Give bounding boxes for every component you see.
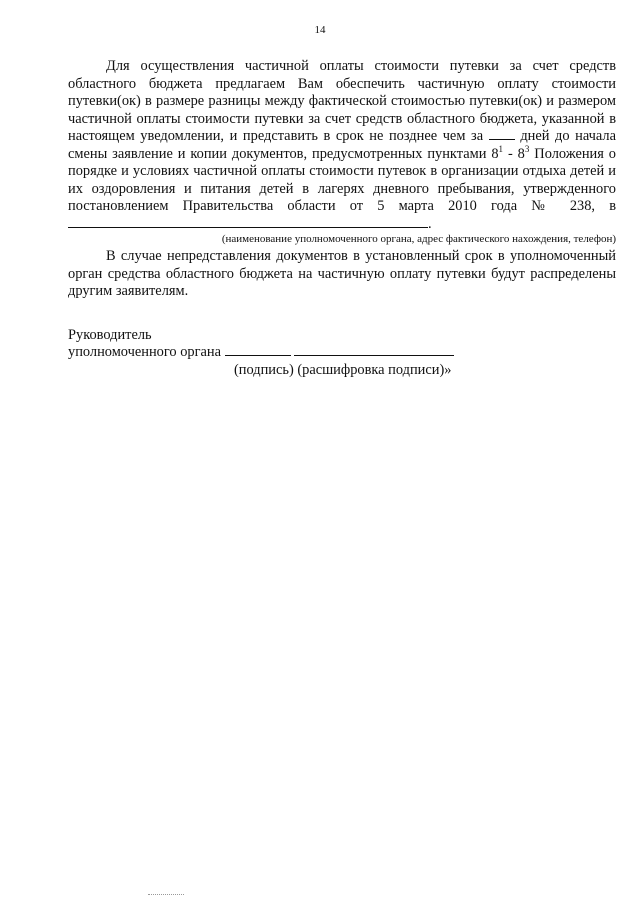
paragraph-text-d: Положения о порядке и условиях частичной оплаты стоимости путевок в организации отдыха детей и их оздоровления и питания детей в лагерях дневного пребывания, утвержденного постановлением Правительства области от 5 марта 2010 года № 238, в [68, 145, 616, 214]
signature-caption: (подпись) (расшифровка подписи)» [234, 361, 452, 378]
days-blank [489, 128, 515, 140]
paragraph-distribution: В случае непредставления документов в установленный срок в уполномоченный орган средства областного бюджета на частичную оплату путевки будут распределены другим заявителям. [68, 248, 616, 299]
document-body [68, 58, 616, 379]
signature-title: Руководитель [68, 326, 152, 343]
signature-organ-label: уполномоченного органа [68, 344, 221, 360]
superscript-1: 1 [498, 143, 504, 154]
paragraph-text-end: . [428, 215, 432, 232]
scan-mark [148, 893, 184, 895]
paragraph-text-a: Для осуществления частичной оплаты стоимости путевки за счет средств областного бюджета предлагаем Вам обеспечить частичную оплату стоимости путевки(ок) в размере разницы между фактической стоимостью путевки(ок) и размером частичной оплаты стоимости путевки за счет средств областного бюджета, указанной в настоящем уведомлении, и представить в срок не позднее чем за [68, 58, 616, 144]
superscript-3: 3 [524, 143, 530, 154]
signature-decoding-blank [294, 344, 454, 356]
organ-note: (наименование уполномоченного органа, адрес фактического нахождения, телефон) [221, 233, 616, 245]
signature-block [68, 327, 616, 380]
signature-blank [225, 344, 291, 356]
paragraph-deadline [68, 58, 616, 233]
page-number: 14 [314, 24, 326, 36]
paragraph-text-c: - 8 [503, 145, 525, 162]
signature-organ-line [68, 344, 616, 362]
organ-blank [68, 216, 428, 228]
paragraph-text-b: дней до начала смены заявление и копии документов, предусмотренных пунктами 8 [68, 128, 616, 162]
